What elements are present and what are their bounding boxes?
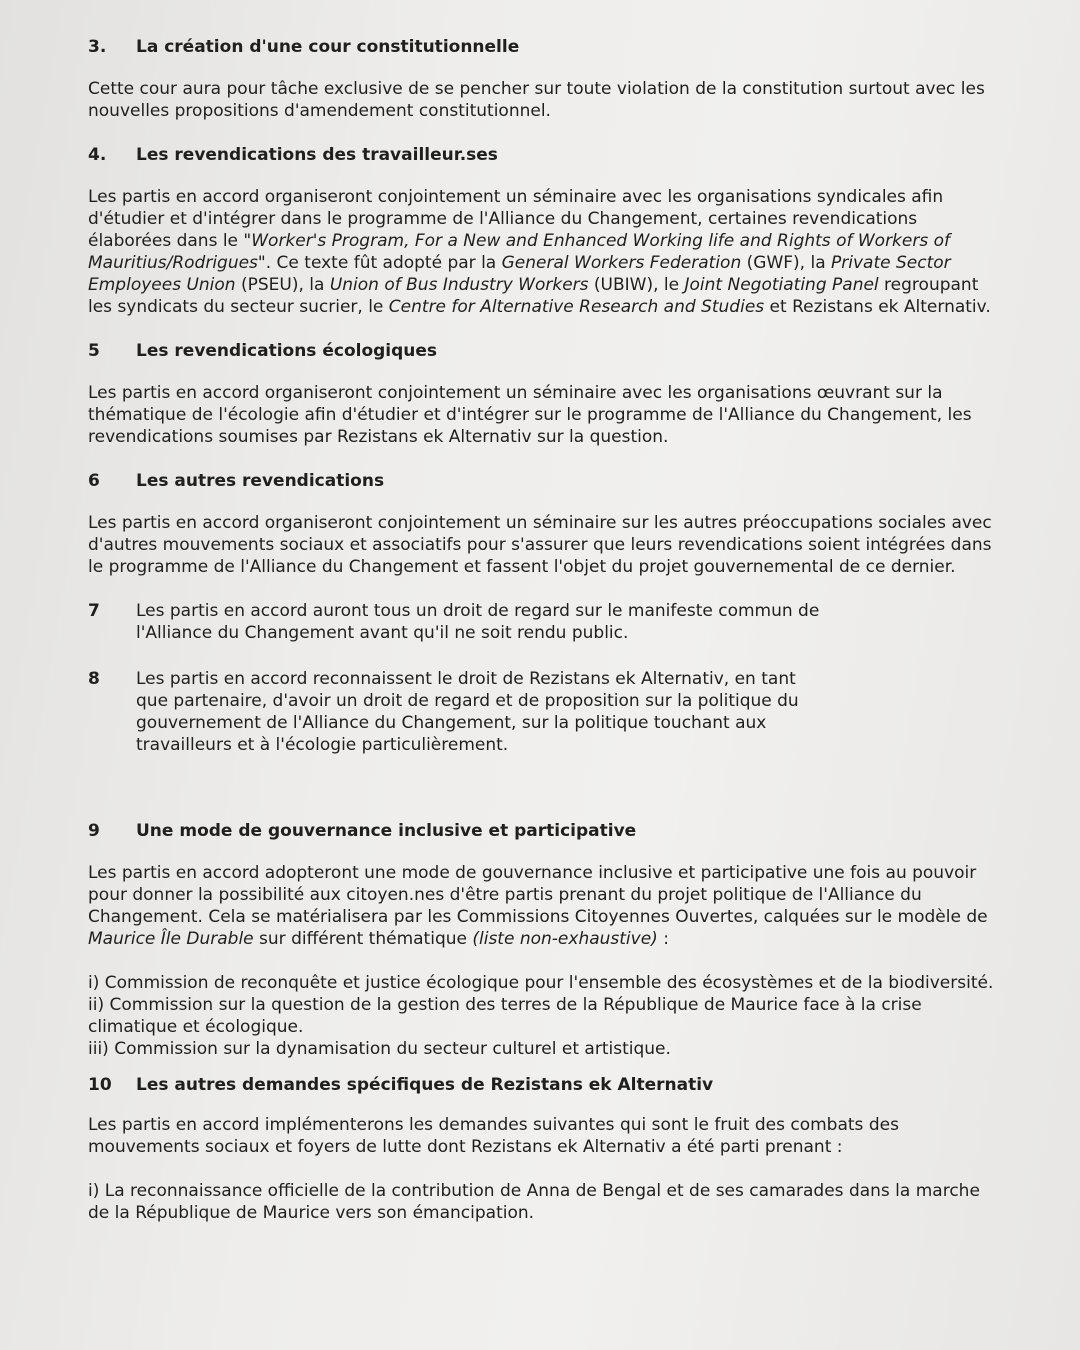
section-4 [88, 144, 1000, 318]
section-10 [88, 1074, 1000, 1224]
section-9-heading [88, 820, 1000, 842]
section-6-body: Les partis en accord organiseront conjointement un séminaire sur les autres préoccupations sociales avec d'autres mouvements sociaux et associatifs pour s'assurer que leurs revendications soient intégrées dans le programme de l'Alliance du Changement et fassent l'objet du projet gouvernemental de ce dernier. [88, 513, 992, 577]
section-4-body: Les partis en accord organiseront conjointement un séminaire avec les organisations syndicales afin d'étudier et d'intégrer dans le programme de l'Alliance du Changement, certaines revendications élaborées dans le "Worker's Program, For a New and Enhanced Working life and Rights of Workers of Mauritius/Rodrigues". Ce texte fût adopté par la General Workers Federation (GWF), la Private Sector Employees Union (PSEU), la Union of Bus Industry Workers (UBIW), le Joint Negotiating Panel regroupant les syndicats du secteur sucrier, le Centre for Alternative Research and Studies et Rezistans ek Alternativ. [88, 187, 991, 317]
section-6-heading [88, 470, 1000, 492]
item-8-body: Les partis en accord reconnaissent le droit de Rezistans ek Alternativ, en tant que partenaire, d'avoir un droit de regard et de proposition sur la politique du gouvernement de l'Alliance du Changement, sur la politique touchant aux travailleurs et à l'écologie particulièrement. [136, 669, 799, 755]
section-5-number: 5 [88, 341, 100, 361]
section-4-title: Les revendications des travailleur.ses [136, 145, 498, 165]
section-6-number: 6 [88, 471, 100, 491]
list-item: ii) Commission sur la question de la gestion des terres de la République de Maurice face à la crise climatique et écologique. [88, 995, 922, 1037]
section-5-heading [88, 340, 1000, 362]
section-6 [88, 470, 1000, 578]
item-7-number: 7 [88, 601, 100, 621]
section-3-title: La création d'une cour constitutionnelle [136, 37, 520, 57]
section-3 [88, 36, 1000, 122]
section-4-heading [88, 144, 1000, 166]
section-10-title: Les autres demandes spécifiques de Rezistans ek Alternativ [136, 1075, 714, 1095]
section-6-title: Les autres revendications [136, 471, 385, 491]
section-9-title: Une mode de gouvernance inclusive et participative [136, 821, 637, 841]
item-7-body: Les partis en accord auront tous un droit de regard sur le manifeste commun de l'Alliance du Changement avant qu'il ne soit rendu public. [136, 601, 820, 643]
section-10-number: 10 [88, 1075, 112, 1095]
section-9-number: 9 [88, 821, 100, 841]
section-3-body: Cette cour aura pour tâche exclusive de se pencher sur toute violation de la constitution surtout avec les nouvelles propositions d'amendement constitutionnel. [88, 79, 985, 121]
item-8 [88, 668, 1000, 756]
spacer [88, 780, 1000, 820]
section-4-number: 4. [88, 145, 107, 165]
section-3-heading [88, 36, 1000, 58]
section-9 [88, 820, 1000, 1060]
section-5-title: Les revendications écologiques [136, 341, 438, 361]
list-item: i) Commission de reconquête et justice écologique pour l'ensemble des écosystèmes et de la biodiversité. [88, 973, 994, 993]
section-10-body: Les partis en accord implémenterons les demandes suivantes qui sont le fruit des combats des mouvements sociaux et foyers de lutte dont Rezistans ek Alternativ a été parti prenant : [88, 1115, 899, 1157]
section-9-body: Les partis en accord adopteront une mode de gouvernance inclusive et participative une fois au pouvoir pour donner la possibilité aux citoyen.nes d'être partis prenant du projet politique de l'Alliance du Changement. Cela se matérialisera par les Commissions Citoyennes Ouvertes, calquées sur le modèle de Maurice Île Durable sur différent thématique (liste non-exhaustive) : [88, 863, 988, 949]
section-5-body: Les partis en accord organiseront conjointement un séminaire avec les organisations œuvrant sur la thématique de l'écologie afin d'étudier et d'intégrer sur le programme de l'Alliance du Changement, les revendications soumises par Rezistans ek Alternativ sur la question. [88, 383, 972, 447]
section-5 [88, 340, 1000, 448]
item-8-number: 8 [88, 669, 100, 689]
list-item: iii) Commission sur la dynamisation du secteur culturel et artistique. [88, 1039, 671, 1059]
section-10-heading [88, 1074, 1000, 1096]
item-7 [88, 600, 1000, 644]
commission-list [88, 972, 1000, 1060]
section-3-number: 3. [88, 37, 107, 57]
section-10-item-1: i) La reconnaissance officielle de la contribution de Anna de Bengal et de ses camarades dans la marche de la République de Maurice vers son émancipation. [88, 1181, 980, 1223]
